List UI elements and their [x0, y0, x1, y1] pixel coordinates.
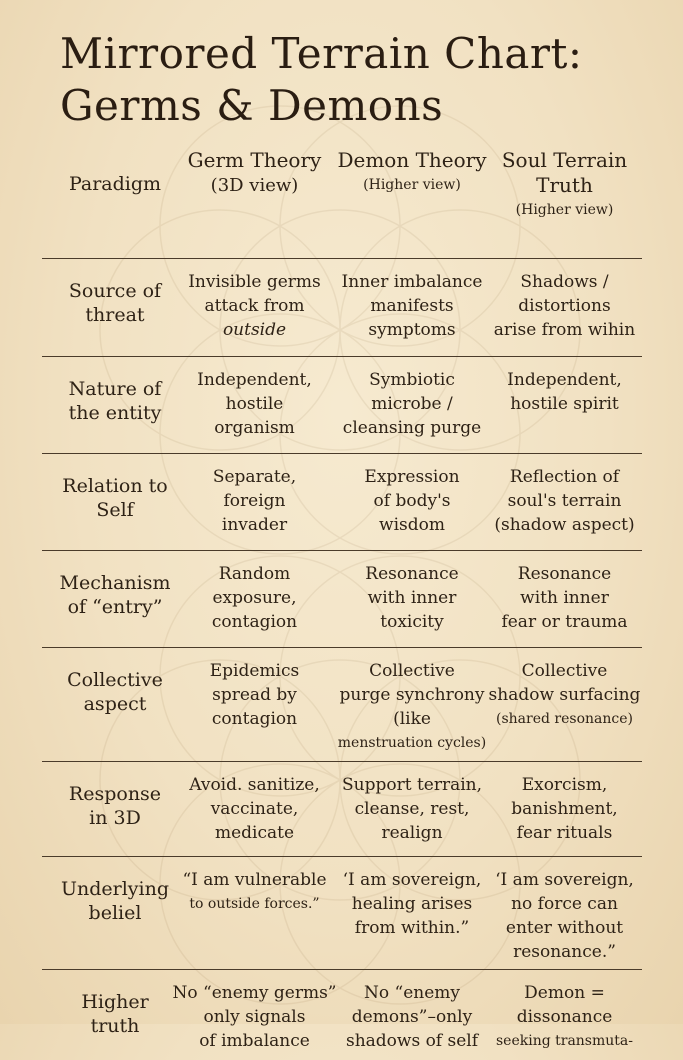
row-label: Mechanism of “entry” [42, 551, 172, 648]
cell-soul [487, 857, 642, 970]
cell-line: demons”–only [351, 1007, 473, 1027]
cell-line: realign [381, 823, 443, 843]
title-line-2: Germs & Demons [60, 81, 444, 130]
cell-line: symptoms [368, 320, 456, 340]
cell-line: foreign [223, 491, 286, 511]
cell-line: manifests [370, 296, 454, 316]
cell-line: Symbiotic [369, 370, 455, 390]
cell-demon [337, 762, 487, 857]
page-title [60, 28, 583, 132]
cell-demon [337, 454, 487, 551]
row-label: Source of threat [42, 259, 172, 357]
cell-line: fear rituals [516, 823, 613, 843]
cell-line: Demon = [524, 983, 605, 1003]
table-header-row [42, 140, 642, 259]
cell-line: Inner imbalance [341, 272, 483, 292]
row-label: Underlying beliel [42, 857, 172, 970]
table-row [42, 454, 642, 551]
table-row [42, 857, 642, 970]
cell-line: Invisible germs [188, 272, 321, 292]
cell-line: Epidemics [209, 661, 300, 681]
cell-line: organism [214, 418, 295, 438]
cell-line: “I am vulnerable [182, 870, 327, 890]
cell-germ [172, 762, 337, 857]
table-row [42, 357, 642, 454]
header-soul-title: Soul Terrain Truth [501, 148, 628, 197]
cell-line: contagion [211, 612, 298, 632]
cell-line: Collective [521, 661, 608, 681]
row-label: Higher truth [81, 991, 149, 1037]
cell-line: Independent, [197, 370, 312, 390]
cell-line: of imbalance [199, 1031, 310, 1051]
cell-demon [337, 970, 487, 1060]
cell-line: outside [222, 320, 287, 340]
header-germ-title: Germ Theory [187, 148, 322, 172]
header-germ-sub: (3D view) [210, 175, 299, 196]
cell-line: fear or trauma [501, 612, 628, 632]
cell-line: shadow surfacing [488, 685, 641, 705]
header-paradigm: Paradigm [42, 140, 172, 259]
cell-line: with inner [520, 588, 609, 608]
cell-line: invader [221, 515, 288, 535]
cell-soul [487, 259, 642, 357]
cell-line: Collective [369, 661, 455, 681]
cell-line: Exorcism, [521, 775, 608, 795]
cell-line: purge synchrony [339, 685, 485, 705]
title-line-1: Mirrored Terrain Chart: [60, 29, 583, 78]
table-row [42, 762, 642, 857]
cell-line: banishment, [511, 799, 618, 819]
cell-line: Separate, [212, 467, 297, 487]
header-soul-terrain [487, 140, 642, 259]
comparison-table [42, 140, 642, 1060]
cell-line: of body's [373, 491, 451, 511]
cell-soul [487, 551, 642, 648]
row-label: Relation to Self [42, 454, 172, 551]
cell-demon [337, 857, 487, 970]
header-demon-theory [337, 140, 487, 259]
cell-line: No “enemy [364, 983, 460, 1003]
cell-line: hostile spirit [510, 394, 619, 414]
cell-line: attack from [204, 296, 305, 316]
cell-line: Shadows / [520, 272, 609, 292]
cell-soul [487, 454, 642, 551]
header-soul-sub: (Higher view) [515, 202, 614, 218]
cell-line: seeking transmuta- [495, 1033, 633, 1049]
cell-line: distortions [518, 296, 611, 316]
cell-germ [172, 970, 337, 1060]
cell-line: cleansing purge [342, 418, 482, 438]
cell-soul [487, 970, 642, 1060]
cell-line: Resonance [365, 564, 459, 584]
cell-line: resonance.” [513, 942, 616, 962]
cell-line: arise from wihin [493, 320, 636, 340]
cell-line: Expression [364, 467, 460, 487]
cell-line: exposure, [212, 588, 297, 608]
cell-line: medicate [214, 823, 295, 843]
row-label: Response in 3D [42, 762, 172, 857]
cell-line: microbe / [371, 394, 453, 414]
header-demon-title: Demon Theory [337, 148, 487, 172]
cell-line: with inner [367, 588, 457, 608]
cell-line: dissonance [516, 1007, 613, 1027]
cell-line: Resonance [517, 564, 612, 584]
cell-line: shadows of self [345, 1031, 479, 1051]
cell-line: Support terrain, [341, 775, 483, 795]
row-label: Collective aspect [42, 648, 172, 762]
header-germ-theory [172, 140, 337, 259]
cell-line: ‘I am sovereign, [495, 870, 634, 890]
cell-line: soul's terrain [507, 491, 622, 511]
cell-line: No “enemy germs” [172, 983, 337, 1003]
table-row [42, 259, 642, 357]
cell-germ [172, 357, 337, 454]
table-row [42, 648, 642, 762]
cell-soul [487, 357, 642, 454]
table-row [42, 970, 642, 1060]
cell-demon [337, 357, 487, 454]
cell-demon [337, 648, 487, 762]
cell-line: ‘I am sovereign, [342, 870, 482, 890]
cell-soul [487, 762, 642, 857]
cell-line: to outside forces.” [189, 896, 320, 912]
cell-line: (shared resonance) [496, 711, 633, 727]
cell-germ [172, 259, 337, 357]
cell-line: menstruation cycles) [337, 735, 487, 751]
cell-line: hostile [225, 394, 284, 414]
cell-line: Avoid. sanitize, [189, 775, 320, 795]
cell-line: only signals [203, 1007, 306, 1027]
cell-germ [172, 648, 337, 762]
cell-line: contagion [211, 709, 298, 729]
cell-line: cleanse, rest, [354, 799, 470, 819]
cell-line: spread by [212, 685, 297, 705]
row-label: Nature of the entity [42, 357, 172, 454]
header-demon-sub: (Higher view) [363, 177, 461, 193]
cell-line: Independent, [507, 370, 622, 390]
cell-germ [172, 454, 337, 551]
cell-line: Random [218, 564, 291, 584]
cell-line: no force can [511, 894, 618, 914]
cell-germ [172, 551, 337, 648]
cell-demon [337, 551, 487, 648]
cell-line: toxicity [380, 612, 444, 632]
cell-line: enter without [505, 918, 624, 938]
cell-line: Reflection of [509, 467, 620, 487]
table-row [42, 551, 642, 648]
cell-germ [172, 857, 337, 970]
cell-line: from within.” [354, 918, 470, 938]
cell-line: vaccinate, [210, 799, 299, 819]
cell-line: (shadow aspect) [494, 515, 635, 535]
cell-line: wisdom [379, 515, 445, 535]
cell-demon [337, 259, 487, 357]
cell-line: healing arises [351, 894, 473, 914]
cell-soul [487, 648, 642, 762]
cell-line: (like [393, 709, 431, 729]
